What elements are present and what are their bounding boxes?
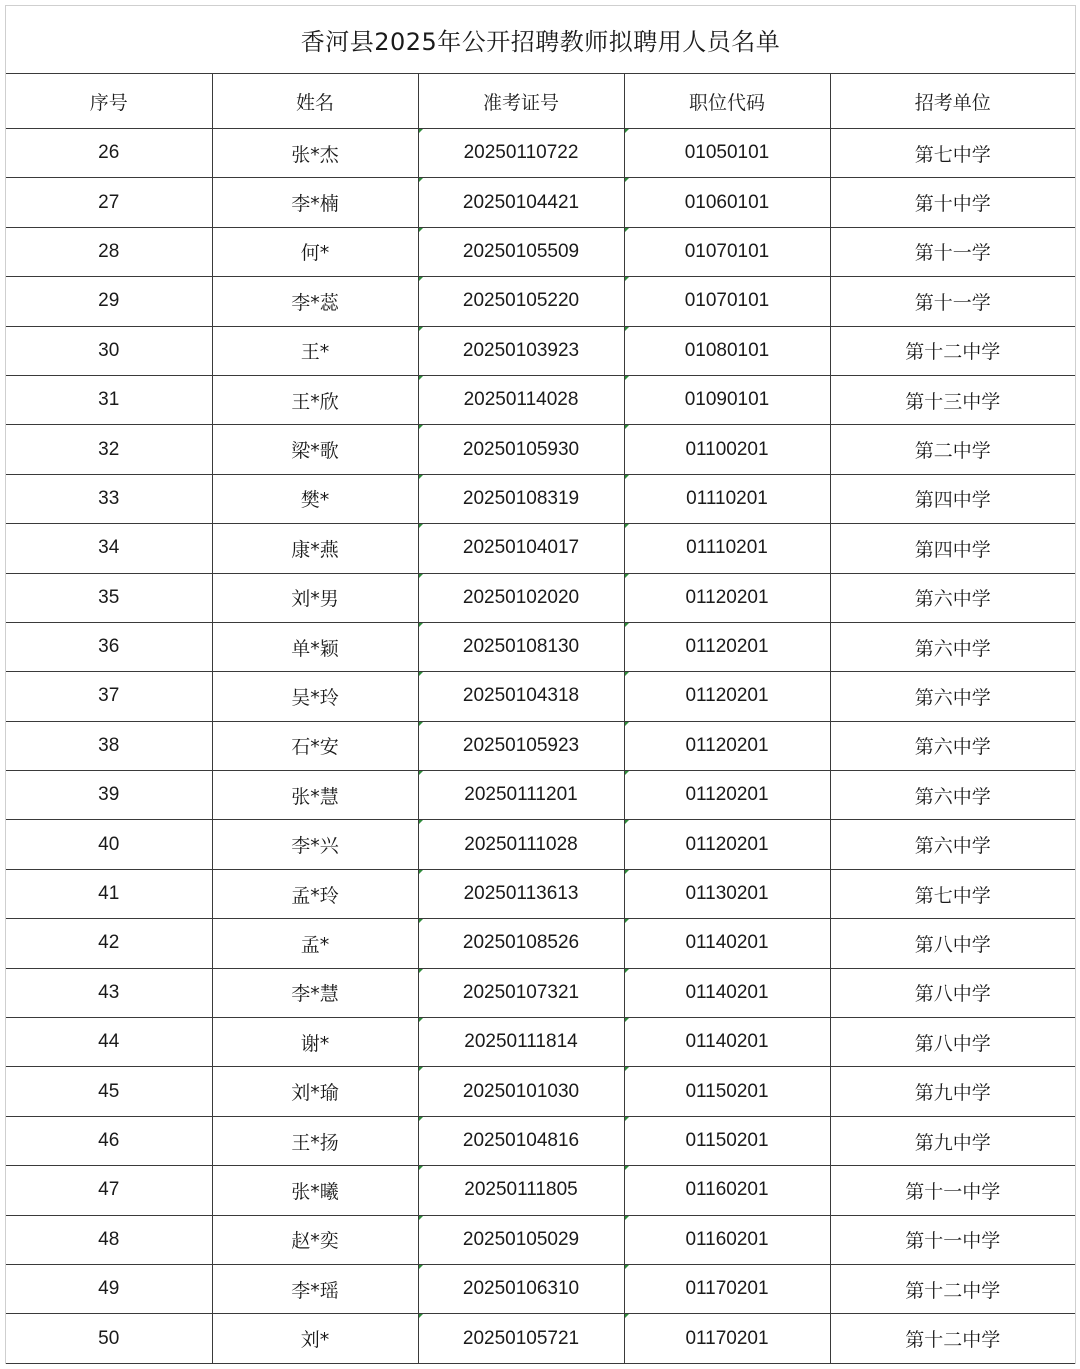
cell-unit: 第四中学 xyxy=(830,524,1075,573)
cell-position-code: 01070101 xyxy=(624,277,830,326)
cell-position-code: 01110201 xyxy=(624,474,830,523)
header-exam-id: 准考证号 xyxy=(418,74,624,129)
table-row xyxy=(6,1215,1075,1264)
cell-exam-id: 20250104421 xyxy=(418,178,624,227)
table-row xyxy=(6,672,1075,721)
cell-position-code: 01140201 xyxy=(624,919,830,968)
cell-exam-id: 20250110722 xyxy=(418,129,624,178)
cell-exam-id: 20250103923 xyxy=(418,326,624,375)
header-name: 姓名 xyxy=(212,74,418,129)
cell-position-code: 01050101 xyxy=(624,129,830,178)
cell-unit: 第十三中学 xyxy=(830,375,1075,424)
cell-name: 刘*男 xyxy=(212,573,418,622)
cell-unit: 第六中学 xyxy=(830,721,1075,770)
cell-name: 刘* xyxy=(212,1314,418,1363)
cell-position-code: 01120201 xyxy=(624,820,830,869)
header-unit: 招考单位 xyxy=(830,74,1075,129)
cell-name: 谢* xyxy=(212,1018,418,1067)
cell-exam-id: 20250108319 xyxy=(418,474,624,523)
table-row xyxy=(6,326,1075,375)
table-row xyxy=(6,178,1075,227)
cell-position-code: 01160201 xyxy=(624,1166,830,1215)
cell-name: 梁*歌 xyxy=(212,425,418,474)
cell-exam-id: 20250108526 xyxy=(418,919,624,968)
cell-seq: 32 xyxy=(6,425,212,474)
cell-seq: 42 xyxy=(6,919,212,968)
cell-exam-id: 20250102020 xyxy=(418,573,624,622)
cell-seq: 46 xyxy=(6,1116,212,1165)
cell-unit: 第八中学 xyxy=(830,968,1075,1017)
table-row xyxy=(6,622,1075,671)
cell-name: 李*楠 xyxy=(212,178,418,227)
cell-position-code: 01120201 xyxy=(624,771,830,820)
table-row xyxy=(6,375,1075,424)
cell-exam-id: 20250111028 xyxy=(418,820,624,869)
header-seq: 序号 xyxy=(6,74,212,129)
cell-seq: 49 xyxy=(6,1264,212,1313)
table-body xyxy=(6,129,1075,1364)
cell-position-code: 01130201 xyxy=(624,869,830,918)
cell-name: 樊* xyxy=(212,474,418,523)
cell-position-code: 01070101 xyxy=(624,227,830,276)
header-row xyxy=(6,74,1075,129)
table-row xyxy=(6,1018,1075,1067)
cell-exam-id: 20250105930 xyxy=(418,425,624,474)
cell-name: 李*兴 xyxy=(212,820,418,869)
cell-name: 王*扬 xyxy=(212,1116,418,1165)
roster-sheet xyxy=(5,5,1076,1364)
cell-seq: 50 xyxy=(6,1314,212,1363)
table-row xyxy=(6,1314,1075,1363)
cell-name: 单*颖 xyxy=(212,622,418,671)
cell-seq: 33 xyxy=(6,474,212,523)
table-row xyxy=(6,1067,1075,1116)
cell-exam-id: 20250111814 xyxy=(418,1018,624,1067)
cell-name: 何* xyxy=(212,227,418,276)
cell-name: 石*安 xyxy=(212,721,418,770)
cell-unit: 第七中学 xyxy=(830,869,1075,918)
cell-seq: 37 xyxy=(6,672,212,721)
table-row xyxy=(6,524,1075,573)
cell-position-code: 01150201 xyxy=(624,1067,830,1116)
table-row xyxy=(6,573,1075,622)
table-row xyxy=(6,968,1075,1017)
cell-seq: 26 xyxy=(6,129,212,178)
cell-seq: 35 xyxy=(6,573,212,622)
cell-unit: 第十一学 xyxy=(830,277,1075,326)
cell-unit: 第六中学 xyxy=(830,672,1075,721)
cell-unit: 第六中学 xyxy=(830,820,1075,869)
cell-unit: 第九中学 xyxy=(830,1067,1075,1116)
cell-position-code: 01170201 xyxy=(624,1314,830,1363)
cell-exam-id: 20250114028 xyxy=(418,375,624,424)
cell-unit: 第九中学 xyxy=(830,1116,1075,1165)
cell-name: 李*蕊 xyxy=(212,277,418,326)
cell-seq: 48 xyxy=(6,1215,212,1264)
cell-unit: 第十二中学 xyxy=(830,326,1075,375)
cell-unit: 第六中学 xyxy=(830,622,1075,671)
cell-exam-id: 20250105220 xyxy=(418,277,624,326)
cell-seq: 30 xyxy=(6,326,212,375)
cell-name: 赵*奕 xyxy=(212,1215,418,1264)
cell-exam-id: 20250107321 xyxy=(418,968,624,1017)
cell-unit: 第八中学 xyxy=(830,919,1075,968)
table-row xyxy=(6,820,1075,869)
table-row xyxy=(6,129,1075,178)
cell-seq: 28 xyxy=(6,227,212,276)
cell-position-code: 01120201 xyxy=(624,721,830,770)
cell-unit: 第四中学 xyxy=(830,474,1075,523)
page-title: 香河县2025年公开招聘教师拟聘用人员名单 xyxy=(6,6,1075,74)
cell-name: 孟* xyxy=(212,919,418,968)
cell-name: 张*杰 xyxy=(212,129,418,178)
cell-unit: 第十一中学 xyxy=(830,1215,1075,1264)
cell-position-code: 01080101 xyxy=(624,326,830,375)
cell-position-code: 01160201 xyxy=(624,1215,830,1264)
cell-seq: 29 xyxy=(6,277,212,326)
cell-name: 康*燕 xyxy=(212,524,418,573)
cell-name: 张*曦 xyxy=(212,1166,418,1215)
table-row xyxy=(6,425,1075,474)
header-position-code: 职位代码 xyxy=(624,74,830,129)
cell-seq: 40 xyxy=(6,820,212,869)
cell-exam-id: 20250111805 xyxy=(418,1166,624,1215)
cell-unit: 第十二中学 xyxy=(830,1264,1075,1313)
cell-unit: 第十一学 xyxy=(830,227,1075,276)
cell-unit: 第十一中学 xyxy=(830,1166,1075,1215)
cell-position-code: 01110201 xyxy=(624,524,830,573)
table-row xyxy=(6,1264,1075,1313)
cell-name: 张*慧 xyxy=(212,771,418,820)
cell-unit: 第六中学 xyxy=(830,771,1075,820)
cell-exam-id: 20250111201 xyxy=(418,771,624,820)
cell-name: 孟*玲 xyxy=(212,869,418,918)
cell-position-code: 01120201 xyxy=(624,573,830,622)
cell-position-code: 01140201 xyxy=(624,968,830,1017)
cell-position-code: 01090101 xyxy=(624,375,830,424)
cell-position-code: 01060101 xyxy=(624,178,830,227)
cell-exam-id: 20250113613 xyxy=(418,869,624,918)
cell-position-code: 01120201 xyxy=(624,622,830,671)
table-row xyxy=(6,277,1075,326)
cell-unit: 第七中学 xyxy=(830,129,1075,178)
cell-position-code: 01140201 xyxy=(624,1018,830,1067)
cell-exam-id: 20250104318 xyxy=(418,672,624,721)
cell-name: 刘*瑜 xyxy=(212,1067,418,1116)
table-row xyxy=(6,227,1075,276)
cell-unit: 第二中学 xyxy=(830,425,1075,474)
cell-seq: 41 xyxy=(6,869,212,918)
cell-name: 吴*玲 xyxy=(212,672,418,721)
cell-exam-id: 20250104017 xyxy=(418,524,624,573)
table-row xyxy=(6,869,1075,918)
cell-name: 李*慧 xyxy=(212,968,418,1017)
table-row xyxy=(6,474,1075,523)
cell-seq: 31 xyxy=(6,375,212,424)
cell-unit: 第八中学 xyxy=(830,1018,1075,1067)
cell-seq: 27 xyxy=(6,178,212,227)
table-row xyxy=(6,1116,1075,1165)
cell-position-code: 01170201 xyxy=(624,1264,830,1313)
cell-exam-id: 20250105509 xyxy=(418,227,624,276)
cell-unit: 第六中学 xyxy=(830,573,1075,622)
table-row xyxy=(6,771,1075,820)
cell-seq: 36 xyxy=(6,622,212,671)
cell-seq: 34 xyxy=(6,524,212,573)
cell-name: 王* xyxy=(212,326,418,375)
roster-table xyxy=(6,74,1075,1364)
cell-seq: 44 xyxy=(6,1018,212,1067)
cell-exam-id: 20250108130 xyxy=(418,622,624,671)
table-row xyxy=(6,1166,1075,1215)
cell-position-code: 01150201 xyxy=(624,1116,830,1165)
cell-position-code: 01120201 xyxy=(624,672,830,721)
cell-seq: 43 xyxy=(6,968,212,1017)
cell-exam-id: 20250105923 xyxy=(418,721,624,770)
cell-seq: 39 xyxy=(6,771,212,820)
cell-exam-id: 20250101030 xyxy=(418,1067,624,1116)
cell-name: 李*瑶 xyxy=(212,1264,418,1313)
cell-unit: 第十二中学 xyxy=(830,1314,1075,1363)
table-row xyxy=(6,919,1075,968)
cell-position-code: 01100201 xyxy=(624,425,830,474)
cell-exam-id: 20250104816 xyxy=(418,1116,624,1165)
cell-name: 王*欣 xyxy=(212,375,418,424)
cell-exam-id: 20250106310 xyxy=(418,1264,624,1313)
cell-exam-id: 20250105721 xyxy=(418,1314,624,1363)
cell-unit: 第十中学 xyxy=(830,178,1075,227)
table-row xyxy=(6,721,1075,770)
cell-seq: 47 xyxy=(6,1166,212,1215)
cell-seq: 38 xyxy=(6,721,212,770)
cell-exam-id: 20250105029 xyxy=(418,1215,624,1264)
cell-seq: 45 xyxy=(6,1067,212,1116)
